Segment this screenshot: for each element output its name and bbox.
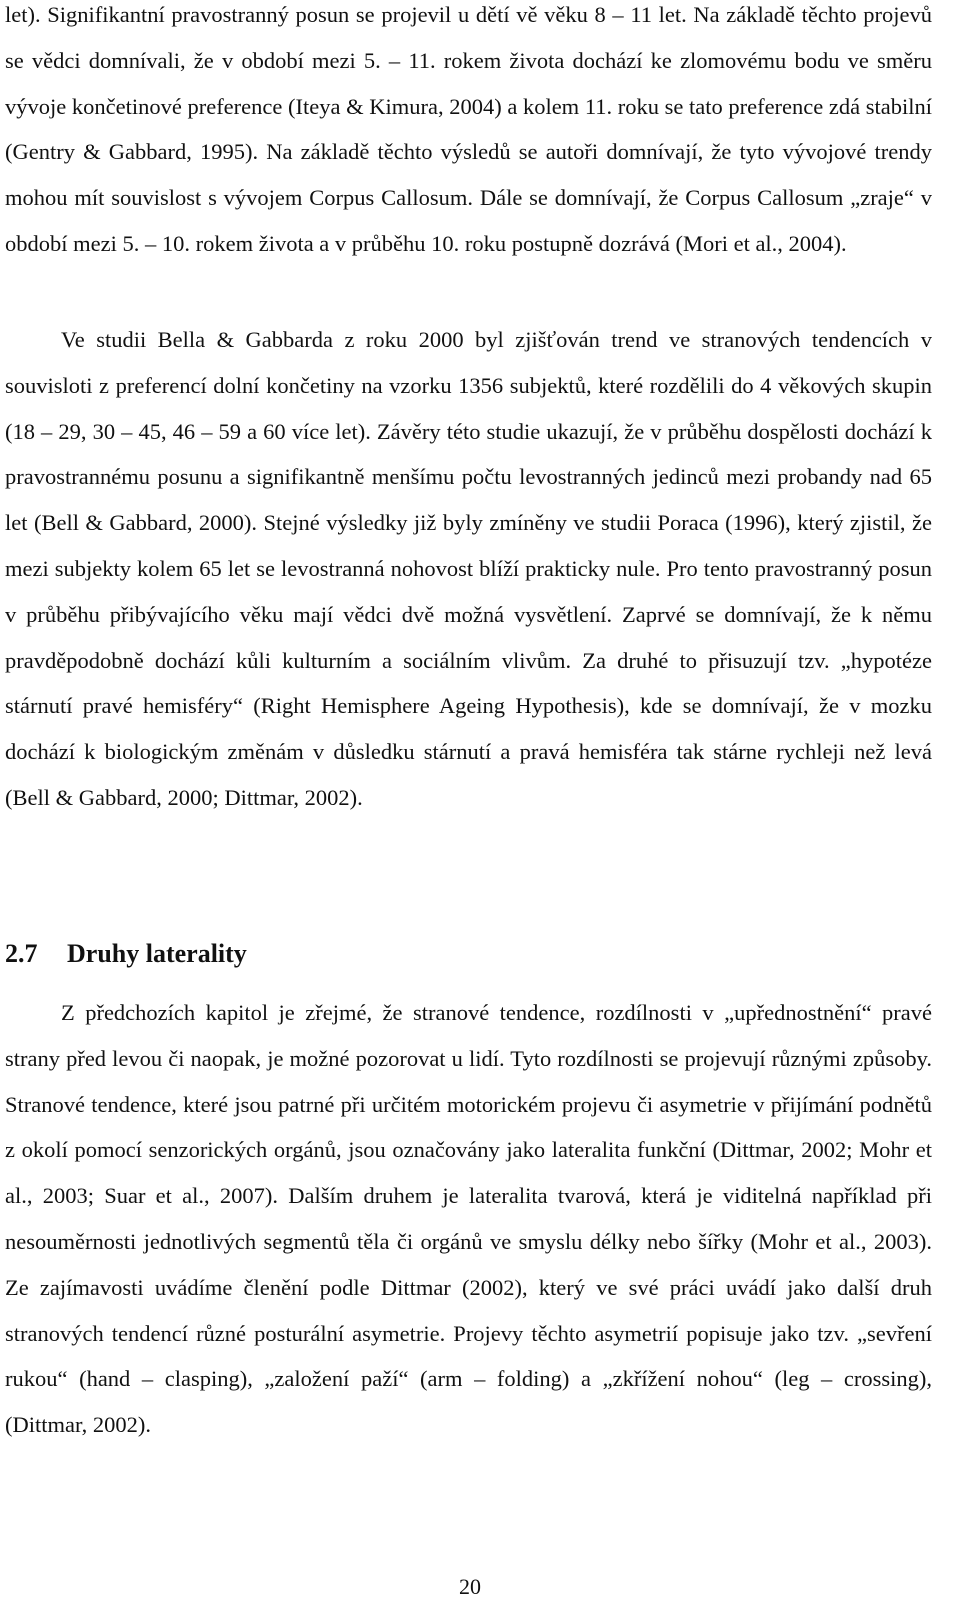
section-heading: [5, 934, 247, 974]
page-number: 20: [459, 1574, 481, 1599]
paragraph-bell-gabbard: Ve studii Bella & Gabbarda z roku 2000 byl zjišťován trend ve stranových tendencích v souvisloti z preferencí dolní končetiny na vzorku 1356 subjektů, které rozdělili do 4 věkových skupin (18 – 29, 30 – 45, 46 – 59 a 60 více let). Závěry této studie ukazují, že v průběhu dospělosti dochází k pravostrannému posunu a signifikantně menšímu počtu levostranných jedinců mezi probandy nad 65 let (Bell & Gabbard, 2000). Stejné výsledky již byly zmíněny ve studii Poraca (1996), který zjistil, že mezi subjekty kolem 65 let se levostranná nohovost blíží prakticky nule. Pro tento pravostranný posun v průběhu přibývajícího věku mají vědci dvě možná vysvětlení. Zaprvé se domnívají, že k němu pravděpodobně dochází kůli kulturním a sociálním vlivům. Za druhé to přisuzují tzv. „hypotéze stárnutí pravé hemisféry“ (Right Hemisphere Ageing Hypothesis), kde se domnívají, že v mozku dochází k biologickým změnám v důsledku stárnutí a pravá hemisféra tak stárne rychleji než levá (Bell & Gabbard, 2000; Dittmar, 2002).: [5, 327, 932, 810]
paragraph-continuation: let). Signifikantní pravostranný posun se projevil u dětí vě věku 8 – 11 let. Na základě těchto projevů se vědci domnívali, že v období mezi 5. – 11. rokem života dochází ke zlomovému bodu ve směru vývoje končetinové preference (Iteya & Kimura, 2004) a kolem 11. roku se tato preference zdá stabilní (Gentry & Gabbard, 1995). Na základě těchto výsledů se autoři domnívají, že tyto vývojové trendy mohou mít souvislost s vývojem Corpus Callosum. Dále se domnívají, že Corpus Callosum „zraje“ v období mezi 5. – 10. rokem života a v průběhu 10. roku postupně dozrává (Mori et al., 2004).: [5, 2, 932, 256]
paragraph-druhy-laterality: Z předchozích kapitol je zřejmé, že stranové tendence, rozdílnosti v „upřednostnění“ pravé strany před levou či naopak, je možné pozorovat u lidí. Tyto rozdílnosti se projevují různými způsoby. Stranové tendence, které jsou patrné při určitém motorickém projevu či asymetrie v přijímání podnětů z okolí pomocí senzorických orgánů, jsou označovány jako lateralita funkční (Dittmar, 2002; Mohr et al., 2003; Suar et al., 2007). Dalším druhem je lateralita tvarová, která je viditelná například při nesouměrnosti jednotlivých segmentů těla či orgánů ve smyslu délky nebo šířky (Mohr et al., 2003). Ze zajímavosti uvádíme členění podle Dittmar (2002), který ve své práci uvádí jako další druh stranových tendencí různé posturální asymetrie. Projevy těchto asymetrií popisuje jako tzv. „sevření rukou“ (hand – clasping), „založení paží“ (arm – folding) a „zkřížení nohou“ (leg – crossing), (Dittmar, 2002).: [5, 1000, 932, 1438]
section-number: 2.7: [5, 939, 38, 968]
section-title: Druhy laterality: [67, 939, 247, 968]
